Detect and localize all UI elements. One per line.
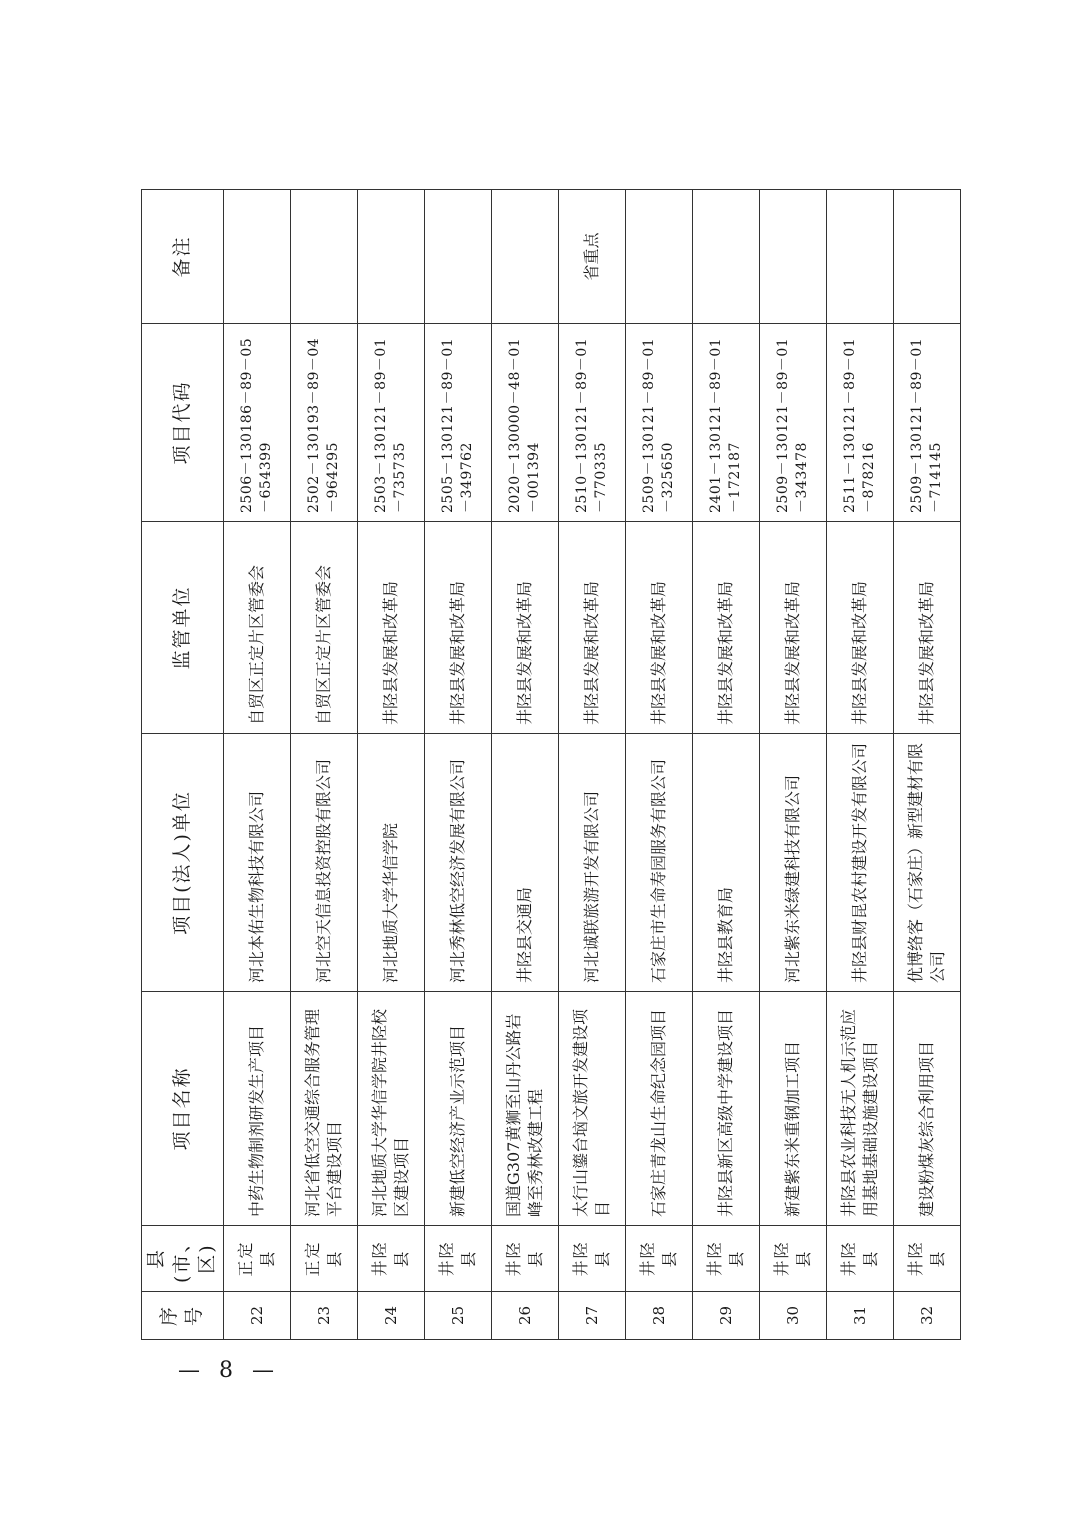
entity-cell: 石家庄市生命寿园服务有限公司 [625, 734, 692, 992]
row-number: 25 [424, 1292, 491, 1340]
supervisor-cell: 井陉县发展和改革局 [759, 522, 826, 734]
project-code-cell: 2509－130121－89－01－325650 [625, 324, 692, 522]
project-name-cell: 中药生物制剂研发生产项目 [223, 992, 290, 1226]
project-code-cell: 2502－130193－89－04－964295 [290, 324, 357, 522]
project-name-cell: 新建紫东米重钢加工项目 [759, 992, 826, 1226]
table-header-row [142, 190, 224, 1340]
table-container [141, 190, 947, 1340]
table-row [759, 190, 826, 1340]
table-row [625, 190, 692, 1340]
project-name-cell: 国道G307黄狮至山丹公路岩峰至秀林改建工程 [491, 992, 558, 1226]
table-row [223, 190, 290, 1340]
county-cell: 井陉县 [357, 1226, 424, 1292]
row-number: 23 [290, 1292, 357, 1340]
entity-cell: 井陉县财昆农村建设开发有限公司 [826, 734, 893, 992]
note-cell [692, 190, 759, 324]
table-row [357, 190, 424, 1340]
project-code-cell: 2503－130121－89－01－735735 [357, 324, 424, 522]
entity-cell: 河北诚联旅游开发有限公司 [558, 734, 625, 992]
row-number: 27 [558, 1292, 625, 1340]
project-code-cell: 2509－130121－89－01－714145 [893, 324, 960, 522]
supervisor-cell: 井陉县发展和改革局 [558, 522, 625, 734]
project-name-cell: 石家庄青龙山生命纪念园项目 [625, 992, 692, 1226]
county-cell: 井陉县 [759, 1226, 826, 1292]
row-number: 30 [759, 1292, 826, 1340]
project-code-cell: 2511－130121－89－01－878216 [826, 324, 893, 522]
project-name-cell: 河北地质大学华信学院井陉校区建设项目 [357, 992, 424, 1226]
note-cell: 省重点 [558, 190, 625, 324]
county-cell: 正定县 [290, 1226, 357, 1292]
supervisor-cell: 自贸区正定片区管委会 [223, 522, 290, 734]
entity-cell: 优博络客（石家庄）新型建材有限公司 [893, 734, 960, 992]
supervisor-cell: 井陉县发展和改革局 [491, 522, 558, 734]
supervisor-cell: 井陉县发展和改革局 [692, 522, 759, 734]
project-name-cell: 井陉县新区高级中学建设项目 [692, 992, 759, 1226]
entity-cell: 河北秀林低空经济发展有限公司 [424, 734, 491, 992]
project-code-cell: 2510－130121－89－01－770335 [558, 324, 625, 522]
row-number: 32 [893, 1292, 960, 1340]
county-cell: 井陉县 [826, 1226, 893, 1292]
header-note: 备注 [142, 190, 224, 324]
header-entity: 项目(法人)单位 [142, 734, 224, 992]
county-cell: 井陉县 [625, 1226, 692, 1292]
row-number: 29 [692, 1292, 759, 1340]
project-code-cell: 2509－130121－89－01－343478 [759, 324, 826, 522]
header-project-name: 项目名称 [142, 992, 224, 1226]
county-cell: 井陉县 [424, 1226, 491, 1292]
project-name-cell: 建设粉煤灰综合利用项目 [893, 992, 960, 1226]
project-code-cell: 2505－130121－89－01－349762 [424, 324, 491, 522]
supervisor-cell: 井陉县发展和改革局 [826, 522, 893, 734]
project-name-cell: 井陉县农业科技无人机示范应用基地基础设施建设项目 [826, 992, 893, 1226]
row-number: 24 [357, 1292, 424, 1340]
county-cell: 井陉县 [558, 1226, 625, 1292]
row-number: 31 [826, 1292, 893, 1340]
county-cell: 正定县 [223, 1226, 290, 1292]
county-cell: 井陉县 [893, 1226, 960, 1292]
supervisor-cell: 井陉县发展和改革局 [893, 522, 960, 734]
rotated-table-frame [141, 190, 947, 1340]
row-number: 22 [223, 1292, 290, 1340]
table-row [893, 190, 960, 1340]
county-cell: 井陉县 [491, 1226, 558, 1292]
entity-cell: 河北紫东米绿建科技有限公司 [759, 734, 826, 992]
header-county: 县(市、区) [142, 1226, 224, 1292]
project-name-cell: 太行山鎏台垴文旅开发建设项目 [558, 992, 625, 1226]
table-row [826, 190, 893, 1340]
project-code-cell: 2020－130000－48－01－001394 [491, 324, 558, 522]
table-row [424, 190, 491, 1340]
entity-cell: 井陉县教育局 [692, 734, 759, 992]
supervisor-cell: 井陉县发展和改革局 [424, 522, 491, 734]
header-no: 序号 [142, 1292, 224, 1340]
project-name-cell: 新建低空经济产业示范项目 [424, 992, 491, 1226]
table-row [558, 190, 625, 1340]
project-name-cell: 河北省低空交通综合服务管理平台建设项目 [290, 992, 357, 1226]
supervisor-cell: 井陉县发展和改革局 [625, 522, 692, 734]
row-number: 26 [491, 1292, 558, 1340]
note-cell [826, 190, 893, 324]
note-cell [357, 190, 424, 324]
note-cell [223, 190, 290, 324]
note-cell [893, 190, 960, 324]
supervisor-cell: 自贸区正定片区管委会 [290, 522, 357, 734]
header-supervisor: 监管单位 [142, 522, 224, 734]
note-cell [424, 190, 491, 324]
note-cell [625, 190, 692, 324]
supervisor-cell: 井陉县发展和改革局 [357, 522, 424, 734]
project-code-cell: 2401－130121－89－01－172187 [692, 324, 759, 522]
entity-cell: 河北地质大学华信学院 [357, 734, 424, 992]
project-table [141, 189, 961, 1340]
header-code: 项目代码 [142, 324, 224, 522]
table-row [290, 190, 357, 1340]
page-number: — 8 — [178, 1358, 280, 1383]
table-row [692, 190, 759, 1340]
note-cell [491, 190, 558, 324]
note-cell [759, 190, 826, 324]
table-row [491, 190, 558, 1340]
row-number: 28 [625, 1292, 692, 1340]
note-cell [290, 190, 357, 324]
entity-cell: 河北空天信息投资控股有限公司 [290, 734, 357, 992]
project-code-cell: 2506－130186－89－05－654399 [223, 324, 290, 522]
entity-cell: 井陉县交通局 [491, 734, 558, 992]
entity-cell: 河北本佑生物科技有限公司 [223, 734, 290, 992]
county-cell: 井陉县 [692, 1226, 759, 1292]
